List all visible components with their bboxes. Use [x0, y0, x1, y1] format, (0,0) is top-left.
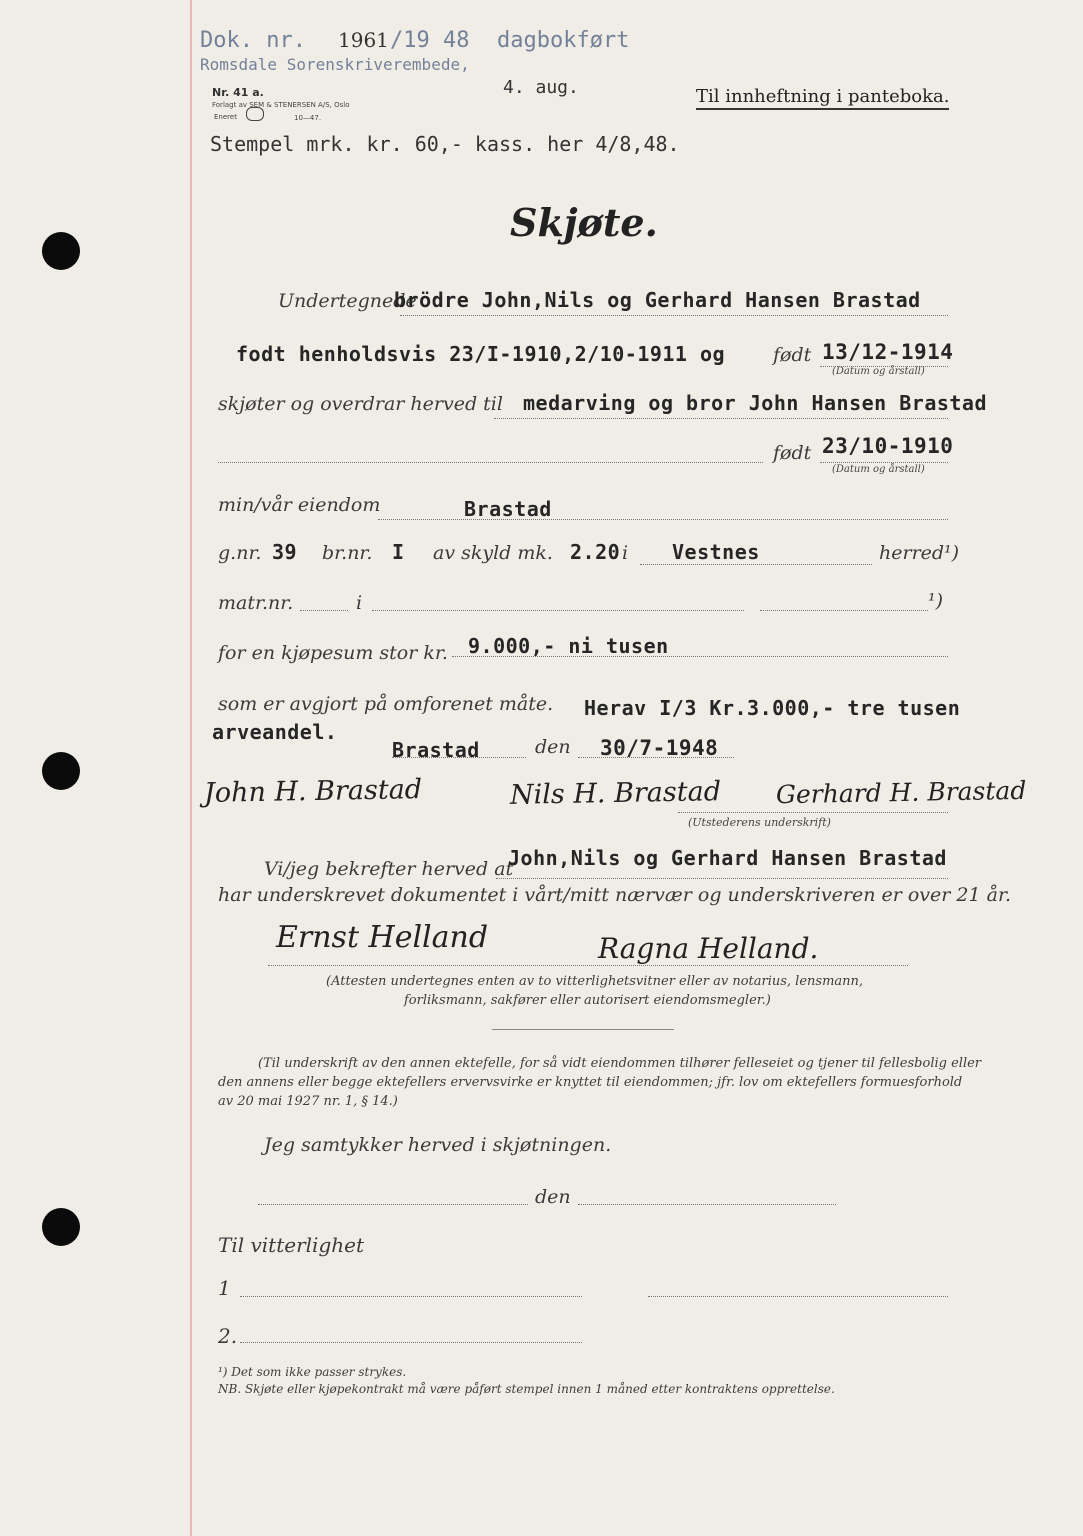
- fill-line: [372, 610, 744, 611]
- document-title: Skjøte.: [510, 200, 658, 245]
- header-date: 4. aug.: [503, 77, 579, 98]
- dok-nr-number: 1961: [338, 28, 389, 52]
- brnr-value: I: [392, 540, 405, 564]
- seller-caption: (Utstederens underskrift): [688, 816, 831, 829]
- footnote-1: ¹) Det som ikke passer strykes.: [218, 1365, 407, 1379]
- fill-line: [268, 965, 908, 966]
- fill-line: [218, 462, 763, 463]
- punch-hole: [42, 752, 80, 790]
- fill-line: [640, 564, 872, 565]
- skjoter-label: skjøter og overdrar herved til: [218, 393, 503, 415]
- spouse-den-label: den: [535, 1186, 571, 1208]
- footnote-2: NB. Skjøte eller kjøpekontrakt må være påført stempel innen 1 måned etter kontraktens opprettelse.: [218, 1382, 835, 1396]
- kjopesum-value: 9.000,- ni tusen: [468, 634, 669, 658]
- fill-line: [258, 1204, 528, 1205]
- fill-line: [300, 610, 348, 611]
- punch-hole: [42, 1208, 80, 1246]
- eiendom-value: Brastad: [464, 497, 552, 521]
- print-code: 10—47.: [294, 114, 322, 122]
- purpose-heading: Til innheftning i panteboka.: [696, 86, 949, 110]
- attest-value: John,Nils og Gerhard Hansen Brastad: [508, 846, 947, 870]
- matr-end: ¹): [928, 590, 944, 612]
- publisher-logo-icon: [246, 107, 264, 121]
- fill-line: [678, 812, 948, 813]
- brnr-label: br.nr.: [322, 542, 373, 564]
- spouse-note-2: den annens eller begge ektefellers ervervsvirke er knyttet til eiendommen; jfr. lov om ektefellers formuesforhold: [218, 1075, 963, 1090]
- witness-label: Til vitterlighet: [218, 1233, 365, 1257]
- fill-line: [578, 1204, 836, 1205]
- eiendom-label: min/vår eiendom: [218, 494, 381, 516]
- witness-signature-1: Ernst Helland: [276, 920, 489, 955]
- eneret: Eneret: [214, 113, 237, 121]
- fodt-value-1: 13/12-1914: [822, 340, 954, 364]
- datum-caption-1: (Datum og årstall): [832, 366, 925, 377]
- gnr-value: 39: [272, 540, 298, 564]
- fodt-label-1: født: [773, 344, 812, 366]
- seller-signature-3: Gerhard H. Brastad: [775, 775, 1027, 810]
- fill-line: [760, 610, 928, 611]
- fill-line: [496, 878, 948, 879]
- gnr-label: g.nr.: [218, 542, 262, 564]
- den-label: den: [535, 736, 571, 758]
- seller-signature-1: John H. Brastad: [203, 774, 423, 809]
- attest-note-1: (Attesten undertegnes enten av to vitterlighetsvitner eller av notarius, lensmann,: [326, 974, 864, 989]
- spouse-note-3: av 20 mai 1927 nr. 1, § 14.): [218, 1094, 398, 1109]
- date-value: 30/7-1948: [600, 736, 719, 760]
- witness-number-1: 1: [218, 1276, 231, 1300]
- herred-label: herred¹): [879, 542, 960, 564]
- matr-i: i: [356, 592, 363, 614]
- skyld-value: 2.20: [570, 540, 621, 564]
- place-value: Brastad: [392, 738, 480, 762]
- skjoter-value: medarving og bror John Hansen Brastad: [523, 391, 988, 415]
- undertegnede-value: brödre John,Nils og Gerhard Hansen Brastad: [394, 288, 921, 312]
- publisher: Forlagt av SEM & STENERSEN A/S, Oslo: [212, 101, 350, 109]
- spouse-note-1: (Til underskrift av den annen ektefelle, for så vidt eiendommen tilhører felleseiet og tjener til fellesbolig eller: [258, 1056, 982, 1071]
- attest-line-2: har underskrevet dokumentet i vårt/mitt nærvær og underskriveren er over 21 år.: [218, 884, 1011, 906]
- dagbokfort-stamp: dagbokført: [497, 28, 630, 53]
- herred-value: Vestnes: [672, 540, 760, 564]
- fill-line: [240, 1342, 582, 1343]
- fodt-value-2: 23/10-1910: [822, 434, 954, 458]
- office-stamp: Romsdale Sorenskriverembede,: [200, 55, 470, 74]
- matr-label: matr.nr.: [218, 592, 294, 614]
- dok-nr-label: Dok. nr.: [200, 28, 306, 53]
- avgjort-label: som er avgjort på omforenet måte.: [218, 693, 554, 715]
- divider: [492, 1029, 674, 1030]
- punch-hole: [42, 232, 80, 270]
- born-dates: fodt henholdsvis 23/I-1910,2/10-1911 og: [236, 342, 726, 366]
- fodt-label-2: født: [773, 442, 812, 464]
- stamp-line: Stempel mrk. kr. 60,- kass. her 4/8,48.: [210, 132, 680, 156]
- consent-text: Jeg samtykker herved i skjøtningen.: [264, 1134, 612, 1156]
- skyld-label: av skyld mk.: [433, 542, 553, 564]
- fill-line: [494, 418, 948, 419]
- attest-label: Vi/jeg bekrefter herved at: [264, 858, 514, 880]
- fill-line: [648, 1296, 948, 1297]
- witness-number-2: 2.: [218, 1324, 238, 1348]
- form-number: Nr. 41 a.: [212, 86, 264, 99]
- datum-caption-2: (Datum og årstall): [832, 464, 925, 475]
- margin-rule: [190, 0, 192, 1536]
- witness-signature-2: Ragna Helland.: [598, 932, 819, 965]
- fill-line: [400, 315, 948, 316]
- attest-note-2: forliksmann, sakfører eller autorisert eiendomsmegler.): [404, 993, 771, 1008]
- undertegnede-label: Undertegnede: [278, 290, 417, 312]
- i-label: i: [622, 542, 629, 564]
- fill-line: [240, 1296, 582, 1297]
- kjopesum-label: for en kjøpesum stor kr.: [218, 642, 448, 664]
- seller-signature-2: Nils H. Brastad: [509, 776, 722, 811]
- arveandel-text: arveandel.: [212, 720, 338, 744]
- herav-text: Herav I/3 Kr.3.000,- tre tusen: [584, 696, 961, 720]
- fill-line: [820, 462, 948, 463]
- dok-nr-year: /19 48: [390, 28, 470, 53]
